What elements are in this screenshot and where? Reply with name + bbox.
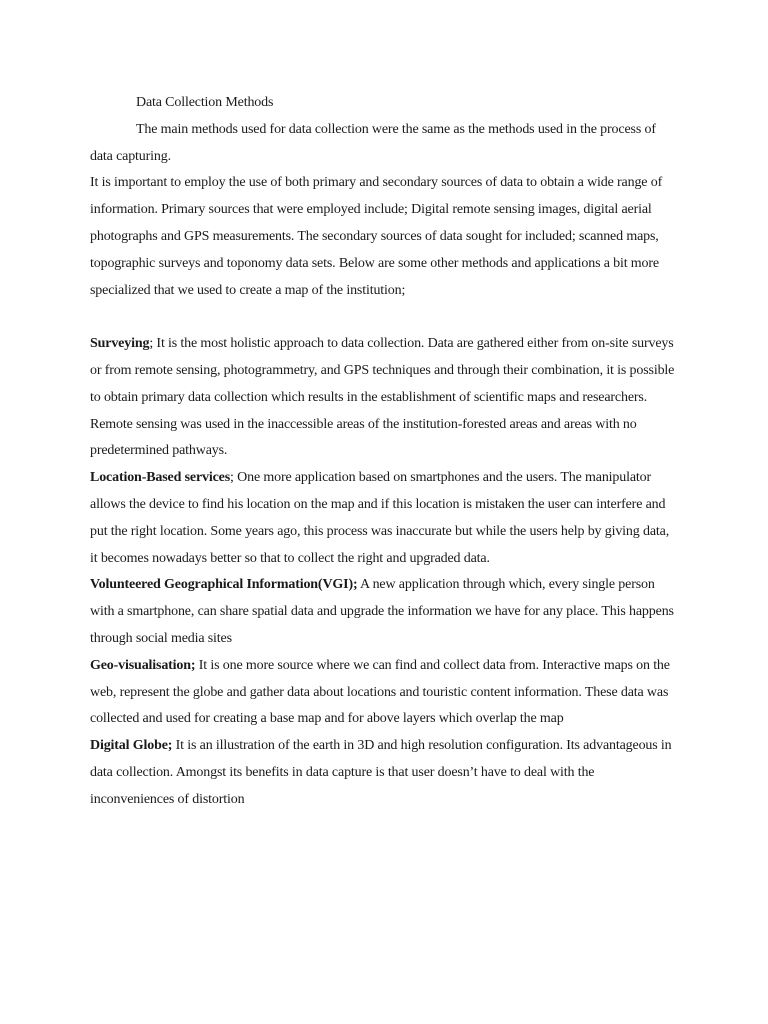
paragraph-spacer <box>90 304 675 331</box>
intro-paragraph-2: It is important to employ the use of both primary and secondary sources of data to obtain a wide range of information. Primary sources that were employed include; Digital remote sensing images, digital aerial photographs and GPS measurements. The secondary sources of data sought for included; scanned maps, topographic surveys and toponomy data sets. Below are some other methods and applications a bit more specialized that we used to create a map of the institution; <box>90 175 663 298</box>
section-location-based-services <box>90 465 675 572</box>
separator-surveying: ; <box>149 336 154 352</box>
separator-location-based-services: ; <box>230 470 234 486</box>
term-surveying: Surveying <box>90 336 150 352</box>
section-geo-visualisation <box>90 653 675 733</box>
term-vgi: Volunteered Geographical Information(VGI); <box>90 577 358 593</box>
term-digital-globe: Digital Globe; <box>90 738 173 754</box>
body-geo-visualisation: It is one more source where we can find and collect data from. Interactive maps on the web, represent the globe and gather data about locations and touristic content information. These data was collected and used for creating a base map and for above layers which overlap the map <box>90 657 670 727</box>
document-heading: Data Collection Methods <box>136 95 274 110</box>
body-surveying: It is the most holistic approach to data collection. Data are gathered either from on-site surveys or from remote sensing, photogrammetry, and GPS techniques and through their combination, it is possible to obtain primary data collection which results in the establishment of scientific maps and researchers. Remote sensing was used in the inaccessible areas of the institution-forested areas and areas with no predetermined pathways. <box>90 336 675 459</box>
section-digital-globe <box>90 733 675 813</box>
document-page <box>90 90 675 814</box>
body-digital-globe: It is an illustration of the earth in 3D and high resolution configuration. Its advantageous in data collection. Amongst its benefits in data capture is that user doesn’t have to deal with the inconveniences of distortion <box>90 738 672 807</box>
intro-paragraph-1: The main methods used for data collection were the same as the methods used in the process of data capturing. <box>90 121 656 164</box>
term-geo-visualisation: Geo-visualisation; <box>90 657 196 673</box>
term-location-based-services: Location-Based services <box>90 470 231 486</box>
body-vgi: A new application through which, every single person with a smartphone, can share spatial data and upgrade the information we have for any place. This happens through social media sites <box>90 577 674 646</box>
body-location-based-services: One more application based on smartphones and the users. The manipulator allows the device to find his location on the map and if this location is mistaken the user can interfere and put the right location. Some years ago, this process was inaccurate but while the users help by giving data, it becomes nowadays better so that to collect the right and upgraded data. <box>90 470 670 566</box>
section-surveying <box>90 331 675 465</box>
section-vgi <box>90 572 675 652</box>
